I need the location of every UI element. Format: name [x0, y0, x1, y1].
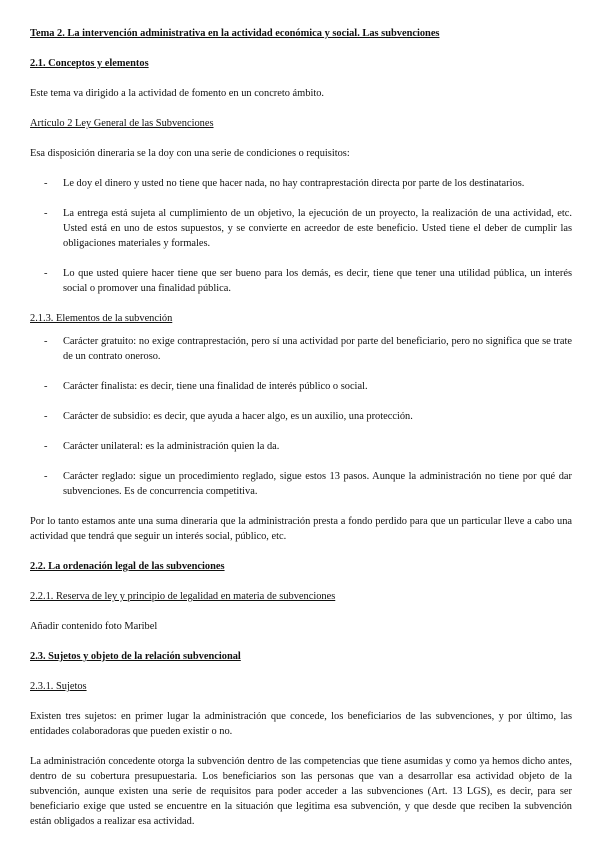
list-item [30, 266, 572, 296]
subjects-paragraph: Existen tres sujetos: en primer lugar la administración que concede, los beneficiarios de las subvenciones, y por último, las entidades colaboradoras que pueden existir o no. [30, 711, 572, 737]
list-item-text: Carácter unilateral: es la administración quien la da. [63, 441, 280, 452]
list-item-text: Carácter de subsidio: es decir, que ayuda a hacer algo, es un auxilio, una protección. [63, 411, 413, 422]
intro-paragraph: Este tema va dirigido a la actividad de fomento en un concreto ámbito. [30, 88, 325, 99]
note-paragraph: Añadir contenido foto Maribel [30, 621, 158, 632]
section-heading-2-2: 2.2. La ordenación legal de las subvenciones [30, 561, 225, 572]
section-heading-2-1: 2.1. Conceptos y elementos [30, 58, 149, 69]
list-item [30, 439, 572, 454]
section-heading-2-3: 2.3. Sujetos y objeto de la relación subvencional [30, 651, 241, 662]
dash-bullet: - [44, 471, 48, 482]
list-item-text: Carácter gratuito: no exige contraprestación, pero sí una actividad por parte del beneficiario, pero no significa que se trate de un contrato oneroso. [63, 336, 572, 362]
dash-bullet: - [44, 336, 48, 347]
list-item [30, 334, 572, 364]
list-item-text: Carácter reglado: sigue un procedimiento reglado, sigue estos 13 pasos. Aunque la administración no tiene por qué dar subvenciones. Es de concurrencia competitiva. [63, 471, 572, 497]
list-item [30, 469, 572, 499]
section-heading-2-3-1: 2.3.1. Sujetos [30, 681, 87, 692]
administration-paragraph: La administración concedente otorga la subvención dentro de las competencias que tiene asumidas y como ya hemos dicho antes, dentro de su cobertura presupuestaria. Los beneficiarios son las personas que van a desarrollar esa actividad objeto de la subvención, aunque existen una serie de requisitos para poder acceder a las subvenciones (Art. 13 LGS), es decir, para ser beneficiario exige que usted se encuentre en la situación que legitima esa subvención, y que desde que reciben la subvención están obligados a realizar esa actividad. [30, 756, 572, 827]
document-page [30, 26, 572, 829]
list-item [30, 206, 572, 251]
list-item-text: Carácter finalista: es decir, tiene una finalidad de interés público o social. [63, 381, 368, 392]
list-item [30, 409, 572, 424]
conditions-list [30, 176, 572, 296]
list-item-text: Le doy el dinero y usted no tiene que hacer nada, no hay contraprestación directa por parte de los destinatarios. [63, 178, 525, 189]
list-item-text: La entrega está sujeta al cumplimiento de un objetivo, la ejecución de un proyecto, la realización de una actividad, etc. Usted está en uno de estos supuestos, y se convierte en acreedor de este beneficio. Usted tiene el deber de cumplir las obligaciones materiales y formales. [63, 208, 572, 249]
document-title: Tema 2. La intervención administrativa en la actividad económica y social. Las subvenciones [30, 28, 440, 39]
dash-bullet: - [44, 178, 48, 189]
elements-list [30, 334, 572, 499]
dash-bullet: - [44, 381, 48, 392]
list-item-text: Lo que usted quiere hacer tiene que ser bueno para los demás, es decir, tiene que tener una utilidad pública, un interés social o promover una finalidad pública. [63, 268, 572, 294]
dash-bullet: - [44, 208, 48, 219]
list-item [30, 176, 572, 191]
conclusion-paragraph: Por lo tanto estamos ante una suma dineraria que la administración presta a fondo perdido para que un particular lleve a cabo una actividad que tendrá que seguir un interés social, público, etc. [30, 516, 572, 542]
article-reference: Artículo 2 Ley General de las Subvenciones [30, 118, 214, 129]
section-heading-2-2-1: 2.2.1. Reserva de ley y principio de legalidad en materia de subvenciones [30, 591, 336, 602]
dash-bullet: - [44, 268, 48, 279]
dash-bullet: - [44, 411, 48, 422]
dash-bullet: - [44, 441, 48, 452]
list-item [30, 379, 572, 394]
lead-paragraph: Esa disposición dineraria se la doy con una serie de condiciones o requisitos: [30, 148, 350, 159]
section-heading-2-1-3: 2.1.3. Elementos de la subvención [30, 313, 173, 324]
